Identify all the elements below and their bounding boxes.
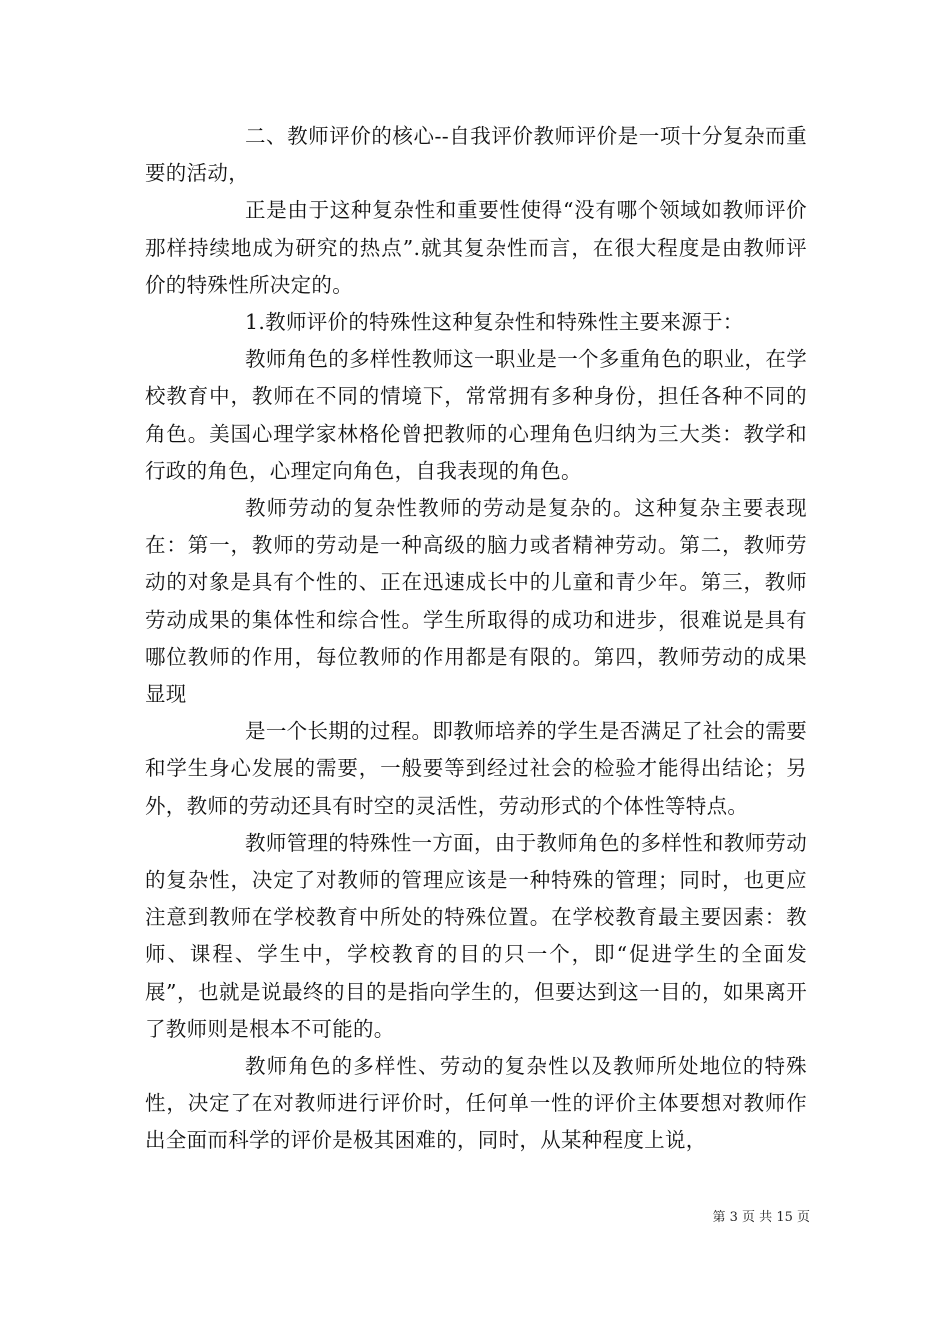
paragraph-8: 教师角色的多样性、劳动的复杂性以及教师所处地位的特殊性，决定了在对教师进行评价时，任何单一性的评价主体要想对教师作出全面而科学的评价是极其困难的，同时，从某种程度上说，	[145, 1054, 807, 1153]
paragraph-7: 教师管理的特殊性一方面，由于教师角色的多样性和教师劳动的复杂性，决定了对教师的管理应该是一种特殊的管理；同时，也更应注意到教师在学校教育中所处的特殊位置。在学校教育最主要因素：教师、课程、学生中，学校教育的目的只一个，即“促进学生的全面发展”，也就是说最终的目的是指向学生的，但要达到这一目的，如果离开了教师则是根本不可能的。	[145, 830, 807, 1041]
document-body	[145, 118, 807, 1160]
paragraph-3: 1.教师评价的特殊性这种复杂性和特殊性主要来源于：	[245, 310, 744, 335]
paragraph-6: 是一个长期的过程。即教师培养的学生是否满足了社会的需要和学生身心发展的需要，一般要等到经过社会的检验才能得出结论；另外，教师的劳动还具有时空的灵活性，劳动形式的个体性等特点。	[145, 719, 807, 818]
paragraph-4: 教师角色的多样性教师这一职业是一个多重角色的职业，在学校教育中，教师在不同的情境下，常常拥有多种身份，担任各种不同的角色。美国心理学家林格伦曾把教师的心理角色归纳为三大类：教学和行政的角色，心理定向角色，自我表现的角色。	[145, 347, 807, 483]
page-number-footer: 第 3 页 共 15 页	[712, 1210, 810, 1225]
paragraph-1: 二、教师评价的核心--自我评价教师评价是一项十分复杂而重要的活动，	[145, 124, 807, 186]
paragraph-2: 正是由于这种复杂性和重要性使得“没有哪个领域如教师评价那样持续地成为研究的热点”.就其复杂性而言，在很大程度是由教师评价的特殊性所决定的。	[145, 198, 807, 297]
paragraph-5: 教师劳动的复杂性教师的劳动是复杂的。这种复杂主要表现在：第一，教师的劳动是一种高级的脑力或者精神劳动。第二，教师劳动的对象是具有个性的、正在迅速成长中的儿童和青少年。第三，教师劳动成果的集体性和综合性。学生所取得的成功和进步，很难说是具有哪位教师的作用，每位教师的作用都是有限的。第四，教师劳动的成果显现	[145, 496, 807, 707]
